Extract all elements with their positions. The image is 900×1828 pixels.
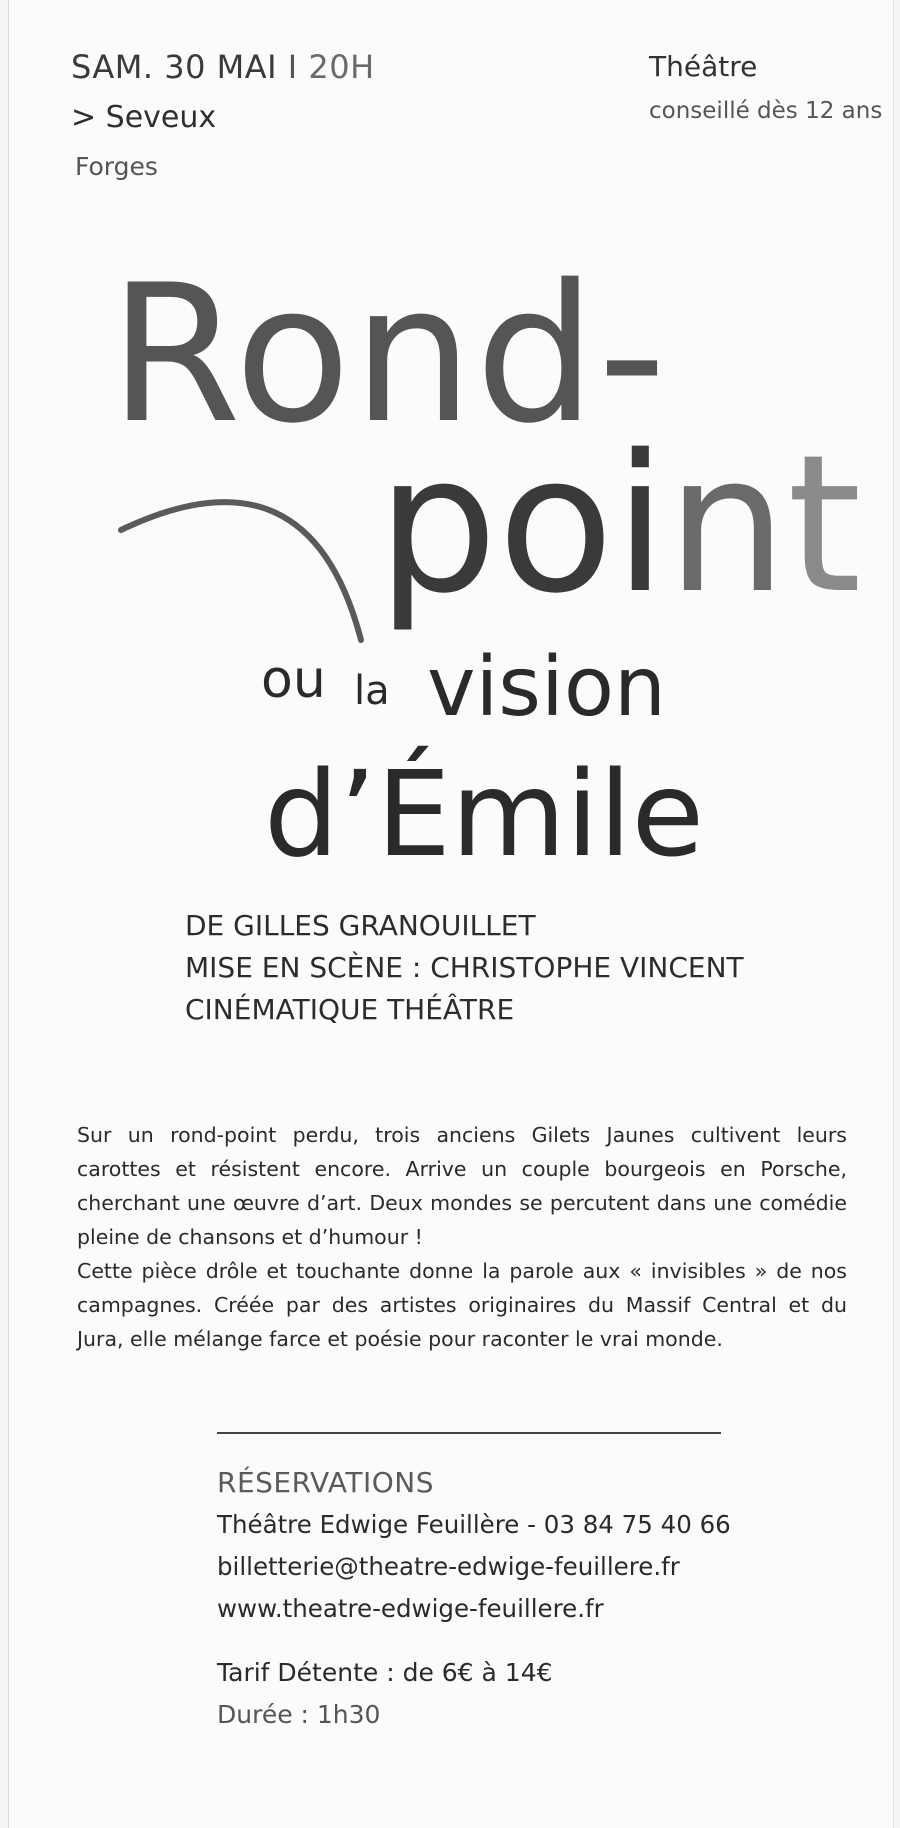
- divider-line: [217, 1432, 721, 1434]
- event-age-advice: conseillé dès 12 ans: [649, 98, 883, 124]
- credit-company: CINÉMATIQUE THÉÂTRE: [185, 993, 515, 1026]
- title-la: la: [354, 668, 390, 714]
- title-rond: Rond-: [109, 244, 669, 465]
- description: [77, 1118, 847, 1356]
- duration-info: Durée : 1h30: [217, 1700, 381, 1729]
- title-point-main: poi: [377, 414, 667, 635]
- reservations-phone[interactable]: Théâtre Edwige Feuillère - 03 84 75 40 66: [217, 1510, 731, 1539]
- credit-director: MISE EN SCÈNE : CHRISTOPHE VINCENT: [185, 951, 744, 984]
- description-paragraph-2: Cette pièce drôle et touchante donne la parole aux « invisibles » de nos campagnes. Créée par des artistes originaires du Massif Central et du Jura, elle mélange farce et poésie pour raconter le vrai monde.: [77, 1259, 847, 1351]
- event-district: Forges: [75, 152, 158, 181]
- title-vision: vision: [427, 640, 666, 735]
- flyer-page: [8, 0, 894, 1828]
- title-point-n: n: [666, 414, 788, 635]
- date-separator: I: [287, 48, 298, 86]
- reservations-website-link[interactable]: www.theatre-edwige-feuillere.fr: [217, 1594, 604, 1623]
- title-point: [377, 414, 862, 635]
- credits-block: [185, 905, 744, 1031]
- title-point-t: t: [787, 414, 862, 635]
- credit-author: DE GILLES GRANOUILLET: [185, 909, 536, 942]
- reservations-email-link[interactable]: billetterie@theatre-edwige-feuillere.fr: [217, 1552, 680, 1581]
- event-city: > Seveux: [71, 100, 217, 135]
- price-info: Tarif Détente : de 6€ à 14€: [217, 1658, 553, 1687]
- description-paragraph-1: Sur un rond-point perdu, trois anciens Gilets Jaunes cultivent leurs carottes et résistent encore. Arrive un couple bourgeois en Porsche, cherchant une œuvre d’art. Deux mondes se percutent dans une comédie pleine de chansons et d’humour !: [77, 1123, 847, 1249]
- title-ou: ou: [261, 650, 326, 710]
- event-time: 20H: [308, 48, 375, 86]
- reservations-heading: RÉSERVATIONS: [217, 1466, 434, 1499]
- title-emile: d’Émile: [264, 745, 705, 883]
- event-day: SAM. 30 MAI: [71, 48, 278, 86]
- event-genre: Théâtre: [649, 50, 758, 83]
